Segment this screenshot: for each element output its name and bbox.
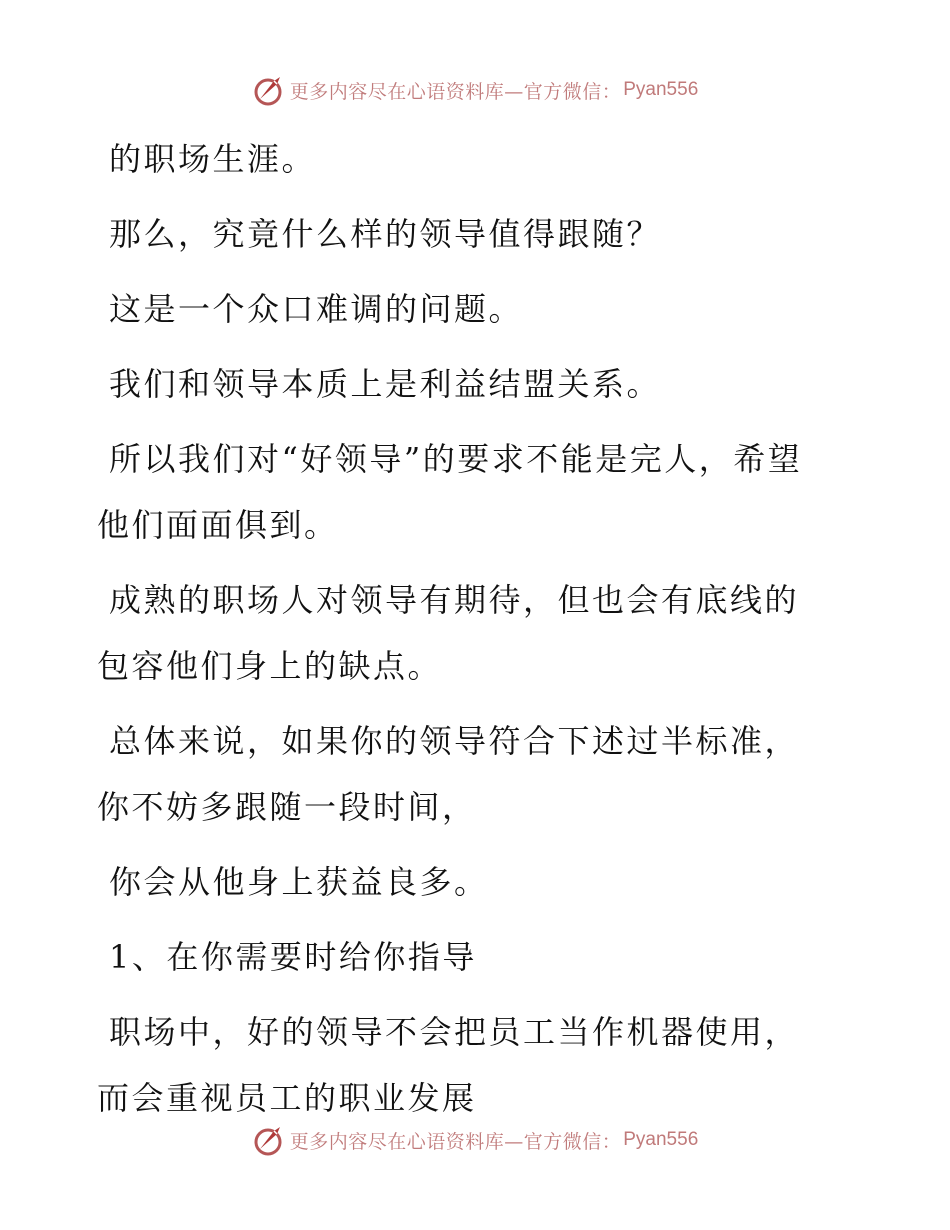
header-banner — [0, 70, 950, 110]
paragraph: 成熟的职场人对领导有期待，但也会有底线的包容他们身上的缺点。 — [97, 581, 800, 685]
paragraph: 那么，究竟什么样的领导值得跟随？ — [109, 215, 662, 253]
footer-brand-text: 更多内容尽在心语资料库—官方微信： — [289, 1130, 622, 1153]
quill-pen-logo-icon — [252, 1123, 286, 1157]
quill-pen-logo-icon — [252, 73, 286, 107]
paragraph: 这是一个众口难调的问题。 — [109, 290, 524, 328]
footer-wechat-id: Pyan556 — [623, 1129, 699, 1150]
header-brand-text: 更多内容尽在心语资料库—官方微信： — [289, 80, 622, 103]
paragraph: 总体来说，如果你的领导符合下述过半标准，你不妨多跟随一段时间， — [97, 722, 800, 826]
document-body — [97, 126, 832, 1140]
paragraph: 你会从他身上获益良多。 — [109, 863, 489, 901]
paragraph: 我们和领导本质上是利益结盟关系。 — [109, 365, 662, 403]
footer-banner — [0, 1120, 950, 1160]
paragraph: 的职场生涯。 — [109, 140, 317, 178]
paragraph: 所以我们对“好领导”的要求不能是完人，希望他们面面俱到。 — [97, 440, 803, 544]
section-heading: 1、在你需要时给你指导 — [109, 938, 477, 976]
paragraph: 职场中，好的领导不会把员工当作机器使用，而会重视员工的职业发展 — [97, 1013, 800, 1117]
header-wechat-id: Pyan556 — [623, 79, 699, 100]
